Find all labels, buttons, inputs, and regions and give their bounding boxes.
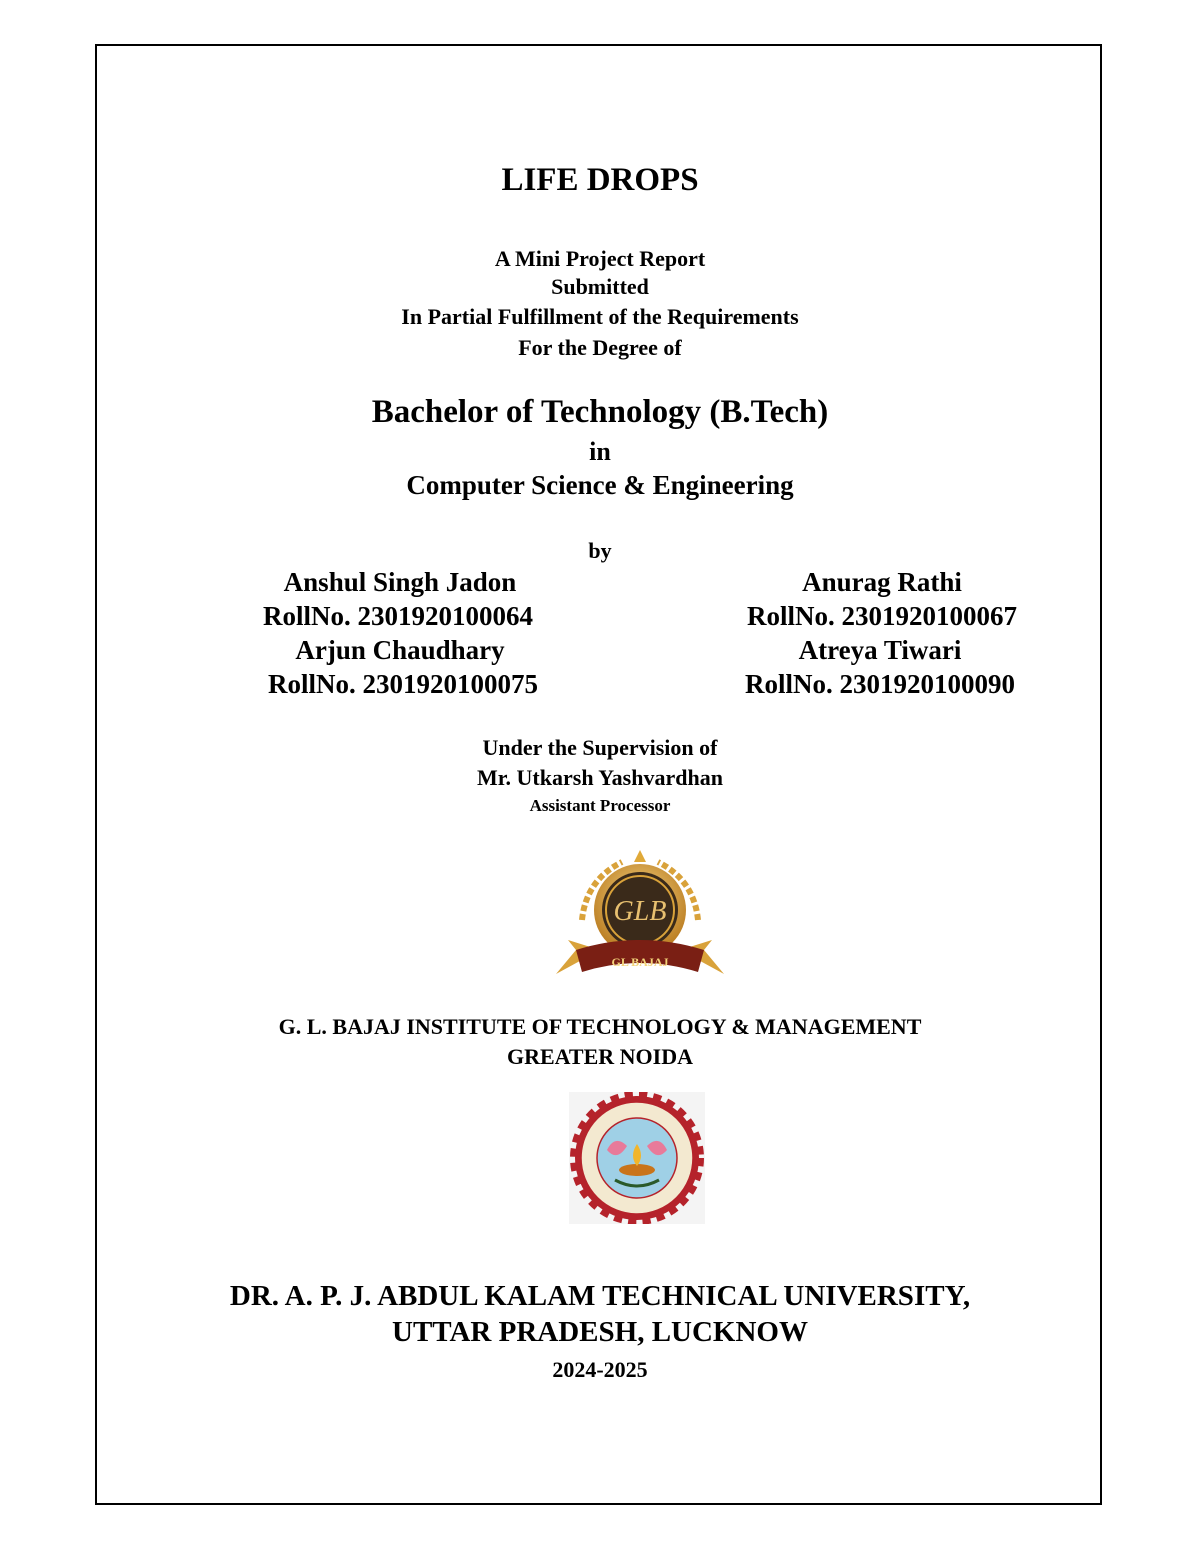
gl-monogram: GLB <box>613 896 667 927</box>
supervisor-designation: Assistant Processor <box>529 796 671 815</box>
university-line-2: UTTAR PRADESH, LUCKNOW <box>392 1316 808 1348</box>
report-line-4: For the Degree of <box>518 335 682 360</box>
gl-bajaj-logo <box>552 850 728 978</box>
session-years: 2024-2025 <box>552 1357 648 1382</box>
gl-ribbon-text: GL BAJAJ <box>611 955 669 969</box>
student-1-roll: RollNo. 2301920100064 <box>263 601 533 631</box>
report-line-3: In Partial Fulfillment of the Requirements <box>401 304 799 329</box>
student-3-roll: RollNo. 2301920100075 <box>268 669 538 699</box>
report-line-1: A Mini Project Report <box>494 246 706 271</box>
institute-city: GREATER NOIDA <box>506 1044 693 1069</box>
student-2-name: Anurag Rathi <box>802 567 962 597</box>
report-line-2: Submitted <box>551 274 649 299</box>
in-word: in <box>589 437 611 466</box>
student-1-name: Anshul Singh Jadon <box>283 567 517 597</box>
project-title: LIFE DROPS <box>501 162 699 198</box>
degree-title: Bachelor of Technology (B.Tech) <box>371 394 829 430</box>
supervision-heading: Under the Supervision of <box>482 735 718 760</box>
institute-name: G. L. BAJAJ INSTITUTE OF TECHNOLOGY & MANAGEMENT <box>278 1014 922 1039</box>
student-4-name: Atreya Tiwari <box>798 635 962 665</box>
student-3-name: Arjun Chaudhary <box>295 635 505 665</box>
branch-name: Computer Science & Engineering <box>406 470 794 500</box>
aktu-logo <box>569 1092 705 1224</box>
student-4-roll: RollNo. 2301920100090 <box>745 669 1015 699</box>
by-word: by <box>588 538 612 563</box>
student-2-roll: RollNo. 2301920100067 <box>747 601 1017 631</box>
supervisor-name: Mr. Utkarsh Yashvardhan <box>477 765 723 790</box>
university-line-1: DR. A. P. J. ABDUL KALAM TECHNICAL UNIVERSITY, <box>229 1280 971 1312</box>
